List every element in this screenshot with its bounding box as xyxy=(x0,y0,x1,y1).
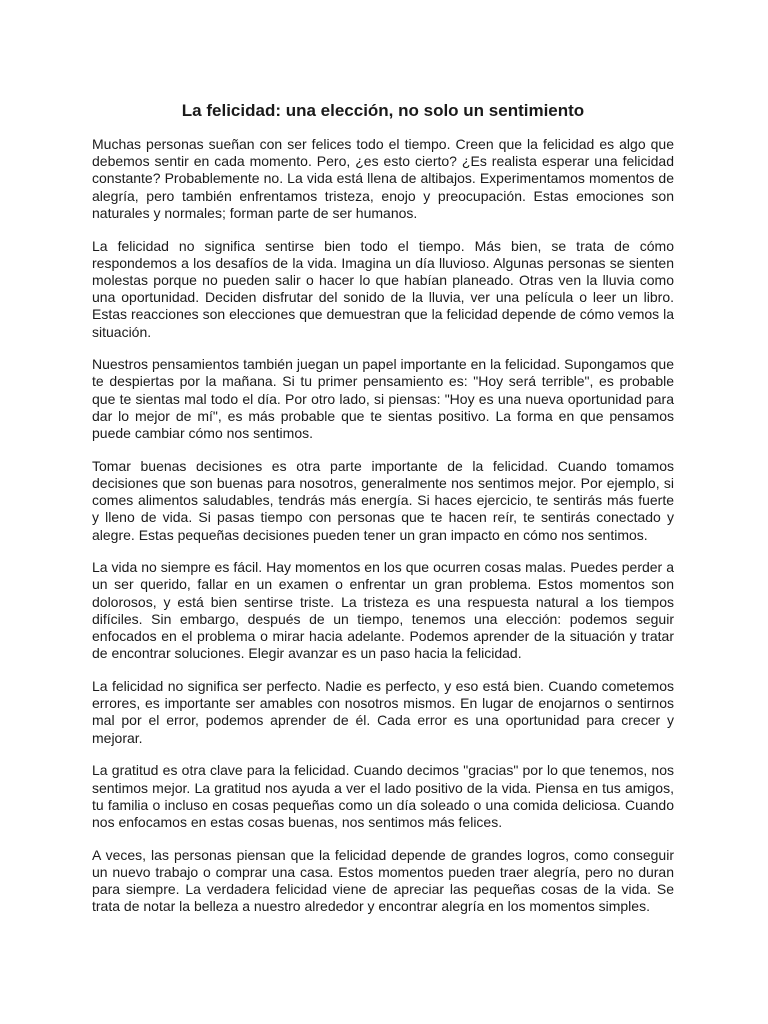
document-title: La felicidad: una elección, no solo un sentimiento xyxy=(181,101,585,120)
paragraph-1: Muchas personas sueñan con ser felices todo el tiempo. Creen que la felicidad es algo que debemos sentir en cada momento. Pero, ¿es esto cierto? ¿Es realista esperar una felicidad constante? Probablemente no. La vida está llena de altibajos. Experimentamos momentos de alegría, pero también enfrentamos tristeza, enojo y preocupación. Estas emociones son naturales y normales; forman parte de ser humanos. xyxy=(92,136,674,221)
paragraph-7: La gratitud es otra clave para la felicidad. Cuando decimos "gracias" por lo que tenemos, nos sentimos mejor. La gratitud nos ayuda a ver el lado positivo de la vida. Piensa en tus amigos, tu familia o incluso en cosas pequeñas como un día soleado o una comida deliciosa. Cuando nos enfocamos en estas cosas buenas, nos sentimos más felices. xyxy=(92,762,674,830)
paragraph-4: Tomar buenas decisiones es otra parte importante de la felicidad. Cuando tomamos decisiones que son buenas para nosotros, generalmente nos sentimos mejor. Por ejemplo, si comes alimentos saludables, tendrás más energía. Si haces ejercicio, te sentirás más fuerte y lleno de vida. Si pasas tiempo con personas que te hacen reír, te sentirás conectado y alegre. Estas pequeñas decisiones pueden tener un gran impacto en cómo nos sentimos. xyxy=(92,457,674,543)
document-page xyxy=(92,100,674,931)
paragraph-6: La felicidad no significa ser perfecto. Nadie es perfecto, y eso está bien. Cuando cometemos errores, es importante ser amables con nosotros mismos. En lugar de enojarnos o sentirnos mal por el error, podemos aprender de él. Cada error es una oportunidad para crecer y mejorar. xyxy=(92,677,674,746)
paragraph-5: La vida no siempre es fácil. Hay momentos en los que ocurren cosas malas. Puedes perder a un ser querido, fallar en un examen o enfrentar un gran problema. Estos momentos son dolorosos, y está bien sentirse triste. La tristeza es una respuesta natural a los tiempos difíciles. Sin embargo, después de un tiempo, tenemos una elección: podemos seguir enfocados en el problema o mirar hacia adelante. Podemos aprender de la situación y tratar de encontrar soluciones. Elegir avanzar es un paso hacia la felicidad. xyxy=(92,559,674,662)
paragraph-3: Nuestros pensamientos también juegan un papel importante en la felicidad. Supongamos que te despiertas por la mañana. Si tu primer pensamiento es: "Hoy será terrible", es probable que te sientas mal todo el día. Por otro lado, si piensas: "Hoy es una nueva oportunidad para dar lo mejor de mí", es más probable que te sientas positivo. La forma en que pensamos puede cambiar cómo nos sentimos. xyxy=(92,356,674,442)
paragraph-2: La felicidad no significa sentirse bien todo el tiempo. Más bien, se trata de cómo respondemos a los desafíos de la vida. Imagina un día lluvioso. Algunas personas se sienten molestas porque no pueden salir o hacer lo que habían planeado. Otras ven la lluvia como una oportunidad. Deciden disfrutar del sonido de la lluvia, ver una película o leer un libro. Estas reacciones son elecciones que demuestran que la felicidad depende de cómo vemos la situación. xyxy=(92,237,674,340)
paragraph-8: A veces, las personas piensan que la felicidad depende de grandes logros, como conseguir un nuevo trabajo o comprar una casa. Estos momentos pueden traer alegría, pero no duran para siempre. La verdadera felicidad viene de apreciar las pequeñas cosas de la vida. Se trata de notar la belleza a nuestro alrededor y encontrar alegría en los momentos simples. xyxy=(92,846,674,915)
